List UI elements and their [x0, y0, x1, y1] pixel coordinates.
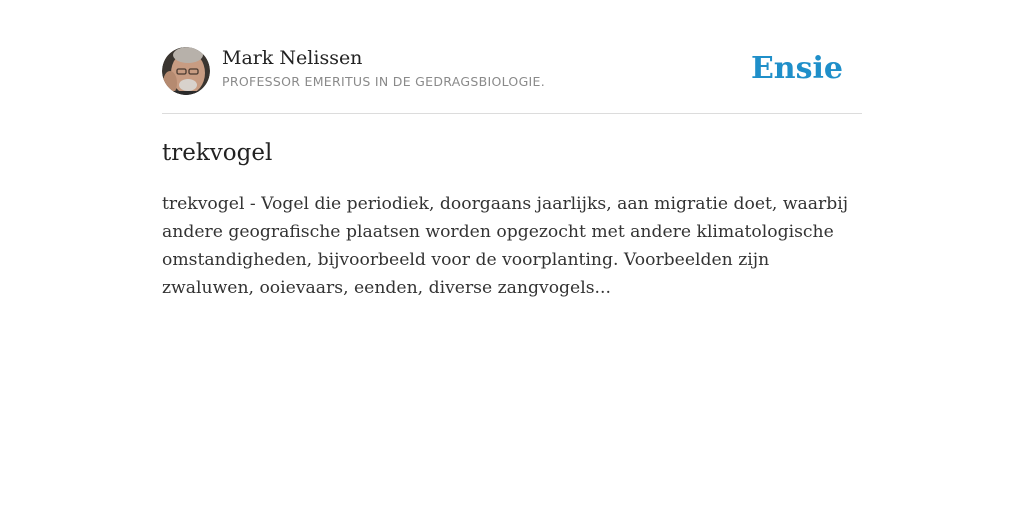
- entry-title: trekvogel: [162, 140, 273, 166]
- author-avatar[interactable]: [162, 47, 210, 95]
- author-header: [162, 0, 862, 114]
- author-bio: PROFESSOR EMERITUS IN DE GEDRAGSBIOLOGIE.: [222, 74, 546, 89]
- ensie-logo[interactable]: Ensie: [750, 51, 843, 86]
- entry-text: trekvogel - Vogel die periodiek, doorgaans jaarlijks, aan migratie doet, waarbij andere geografische plaatsen worden opgezocht met andere klimatologische omstandigheden, bijvoorbeeld voor de voorplanting. Voorbeelden zijn zwaluwen, ooievaars, eenden, diverse zangvogels...: [162, 194, 849, 298]
- author-name[interactable]: Mark Nelissen: [222, 47, 363, 69]
- entry-card: [162, 0, 862, 298]
